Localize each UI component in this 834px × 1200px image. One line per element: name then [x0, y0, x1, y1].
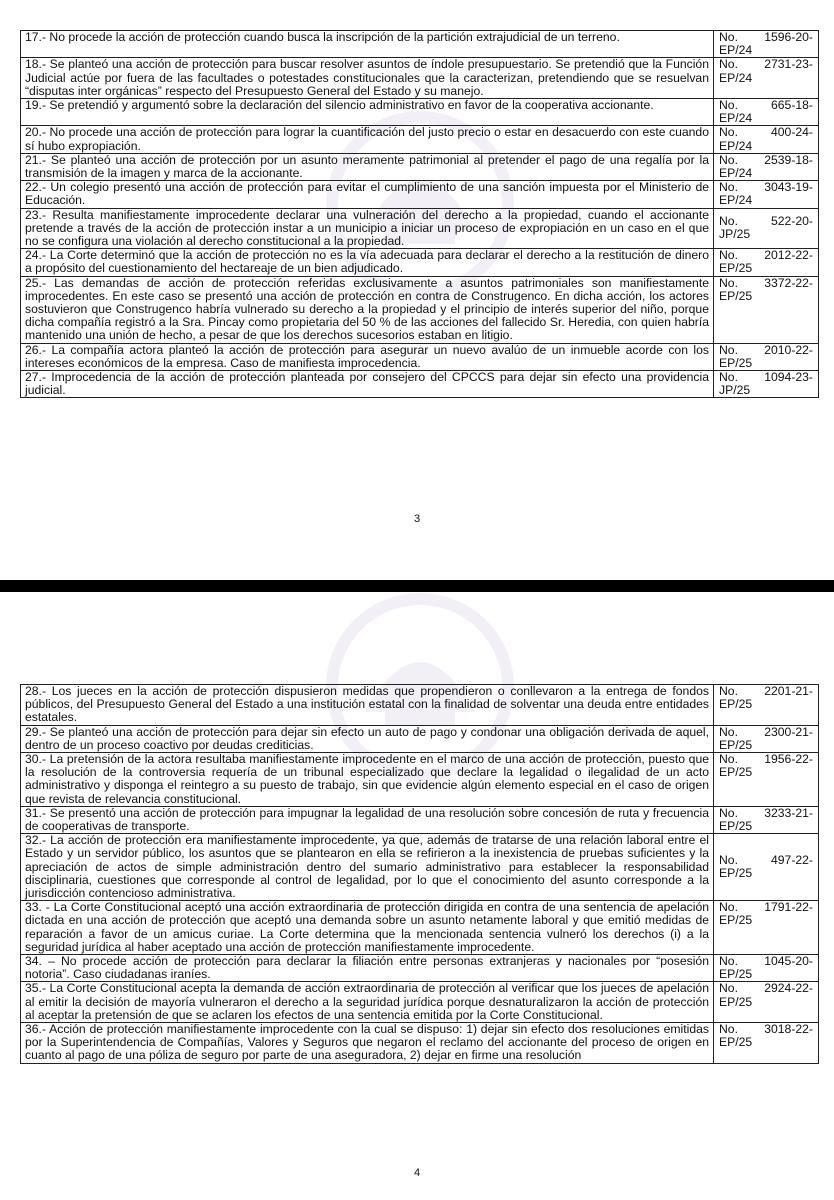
- reference-no-label: No.: [719, 214, 738, 229]
- ruling-reference: [714, 901, 819, 955]
- case-number: 2924-22-: [764, 981, 813, 996]
- document-page-4: [0, 592, 834, 1200]
- reference-no-label: No.: [719, 900, 738, 915]
- ruling-description: 21.- Se planteó una acción de protección por un asunto meramente patrimonial al pretender el pago de una regalía por la transmisión de la imagen y marca de la accionante.: [21, 153, 714, 180]
- ruling-reference: [714, 249, 819, 276]
- table-row: [21, 1023, 819, 1064]
- case-code: EP/25: [719, 967, 753, 982]
- table-row: [21, 208, 819, 249]
- case-number: 2010-22-: [764, 342, 813, 357]
- ruling-reference: [714, 126, 819, 153]
- reference-no-label: No.: [719, 152, 738, 167]
- case-number: 1045-20-: [764, 954, 813, 969]
- table-row: [21, 249, 819, 276]
- table-row: [21, 982, 819, 1023]
- case-code: EP/25: [719, 765, 753, 780]
- table-row: [21, 955, 819, 982]
- reference-line: [719, 277, 813, 290]
- page-divider: [0, 580, 834, 592]
- rulings-table-page-4: [20, 684, 819, 1064]
- table-row: [21, 126, 819, 153]
- case-code: JP/25: [719, 383, 751, 398]
- table-row: [21, 901, 819, 955]
- ruling-description: 25.- Las demandas de acción de protección referidas exclusivamente a asuntos patrimoniales son manifiestamente improcedentes. En este caso se presentó una acción de protección en contra de Construgenco. En dicha acción, los actores sostuvieron que Construgenco habría vulnerado su derecho a la propiedad y el principio de interés superior del niño, porque dicha compañía registró a la Sra. Pincay como propietaria del 50 % de las acciones del fallecido Sr. Heredia, con quien habría mantenido una unión de hecho, a pesar de que los derechos sucesorios estaban en litigio.: [21, 276, 714, 343]
- rulings-table-page-3: [20, 30, 819, 398]
- reference-line: [719, 58, 813, 71]
- reference-no-label: No.: [719, 30, 738, 44]
- table-row: [21, 343, 819, 370]
- table-row: [21, 753, 819, 807]
- ruling-description: 23.- Resulta manifiestamente improcedente declarar una vulneración del derecho a la propiedad, cuando el accionante pretende a través de la acción de protección instar a un municipio a iniciar un proceso de expropiación en un caso en el que no se configura una violación al derecho constitucional a la propiedad.: [21, 208, 714, 249]
- case-number: 2012-22-: [764, 248, 813, 263]
- reference-no-label: No.: [719, 1022, 738, 1037]
- case-number: 2731-23-: [764, 57, 813, 72]
- case-code: EP/25: [719, 261, 753, 276]
- case-code: EP/25: [719, 913, 753, 928]
- case-code: EP/24: [719, 166, 753, 181]
- table-row: [21, 806, 819, 833]
- ruling-reference: [714, 31, 819, 58]
- table-row: [21, 181, 819, 208]
- reference-no-label: No.: [719, 981, 738, 996]
- ruling-reference: [714, 725, 819, 752]
- ruling-description: 24.- La Corte determinó que la acción de protección no es la vía adecuada para declarar el derecho a la restitución de dinero a propósito del cuestionamiento del hectareaje de un bien adjudicado.: [21, 249, 714, 276]
- ruling-description: 34. – No procede acción de protección para declarar la filiación entre personas extranjeras y nacionales por “posesión notoria”. Caso ciudadanas iraníes.: [21, 955, 714, 982]
- ruling-description: 22.- Un colegio presentó una acción de protección para evitar el cumplimiento de una sanción impuesta por el Ministerio de Educación.: [21, 181, 714, 208]
- ruling-description: 32.- La acción de protección era manifiestamente improcedente, ya que, además de tratarse de una relación laboral entre el Estado y un servidor público, los asuntos que se plantearon en ella se refirieron a la inexistencia de pruebas suficientes y la apreciación de actos de simple administración dentro del sumario administrativo para establecer la responsabilidad disciplinaria, cuestiones que corresponde al control de legalidad, por lo que el conocimiento del asunto corresponde a la jurisdicción contencioso administrativa.: [21, 834, 714, 901]
- ruling-description: 18.- Se planteó una acción de protección para buscar resolver asuntos de índole presupuestario. Se pretendió que la Función Judicial actúe por fuera de las facultades o potestades constitucionales que la caracterizan, pretendiendo que se resuelvan “disputas inter orgánicas” respecto del Presupuesto General del Estado y su manejo.: [21, 58, 714, 99]
- case-number: 497-22-: [770, 853, 813, 868]
- reference-no-label: No.: [719, 57, 738, 72]
- ruling-reference: [714, 181, 819, 208]
- document-page-3: [0, 0, 834, 580]
- case-code: EP/25: [719, 737, 753, 752]
- ruling-description: 30.- La pretensión de la actora resultaba manifiestamente improcedente en el marco de una acción de protección, puesto que la resolución de la controversia requería de un tribunal especializado que declare la legalidad o ilegalidad de un acto administrativo y disponga el reintegro a su puesto de trabajo, sin que evidencie algún elemento especial en el caso de origen que revista de relevancia constitucional.: [21, 753, 714, 807]
- table-row: [21, 725, 819, 752]
- reference-no-label: No.: [719, 805, 738, 820]
- case-number: 3018-22-: [764, 1022, 813, 1037]
- case-number: 522-20-: [770, 214, 813, 229]
- case-code: JP/25: [719, 227, 751, 242]
- case-code: EP/25: [719, 355, 753, 370]
- table-row: [21, 58, 819, 99]
- reference-line: [719, 982, 813, 995]
- case-number: 1094-23-: [764, 370, 813, 385]
- ruling-reference: [714, 343, 819, 370]
- reference-no-label: No.: [719, 954, 738, 969]
- case-code: EP/25: [719, 1035, 753, 1050]
- ruling-reference: [714, 982, 819, 1023]
- table-row: [21, 371, 819, 398]
- ruling-description: 35.- La Corte Constitucional acepta la demanda de acción extraordinaria de protección al verificar que los jueces de apelación al emitir la decisión de mayoría vulneraron el derecho a la seguridad jurídica porque desnaturalizaron la acción de protección al aceptar la pretensión de que se aclaren los efectos de una sentencia emitida por la Corte Constitucional.: [21, 982, 714, 1023]
- reference-no-label: No.: [719, 752, 738, 767]
- case-number: 1791-22-: [764, 900, 813, 915]
- case-code: EP/25: [719, 697, 753, 712]
- ruling-description: 19.- Se pretendió y argumentó sobre la declaración del silencio administrativo en favor de la cooperativa accionante.: [21, 99, 714, 126]
- case-number: 665-18-: [770, 98, 813, 113]
- reference-no-label: No.: [719, 248, 738, 263]
- ruling-description: 26.- La compañía actora planteó la acción de protección para asegurar un nuevo avalúo de un inmueble acorde con los intereses económicos de la empresa. Caso de manifiesta improcedencia.: [21, 343, 714, 370]
- reference-no-label: No.: [719, 98, 738, 113]
- page-number: 3: [413, 513, 421, 525]
- ruling-reference: [714, 834, 819, 901]
- reference-no-label: No.: [719, 125, 738, 140]
- case-number: 1596-20-: [764, 30, 813, 44]
- ruling-reference: [714, 806, 819, 833]
- reference-line: [719, 344, 813, 357]
- reference-no-label: No.: [719, 342, 738, 357]
- ruling-reference: [714, 99, 819, 126]
- case-code: EP/25: [719, 288, 753, 303]
- ruling-description: 31.- Se presentó una acción de protección para impugnar la legalidad de una resolución sobre concesión de ruta y frecuencia de cooperativas de transporte.: [21, 806, 714, 833]
- case-code: EP/25: [719, 866, 753, 881]
- reference-no-label: No.: [719, 370, 738, 385]
- table-row: [21, 31, 819, 58]
- ruling-description: 29.- Se planteó una acción de protección para dejar sin efecto un auto de pago y condonar una obligación derivada de aquel, dentro de un proceso coactivo por deudas crediticias.: [21, 725, 714, 752]
- table-row: [21, 834, 819, 901]
- case-number: 3043-19-: [764, 180, 813, 195]
- ruling-description: 28.- Los jueces en la acción de protección dispusieron medidas que propendieron o conllevaron a la entrega de fondos públicos, del Presupuesto General del Estado a una institución estatal con la finalidad de solventar una deuda entre entidades estatales.: [21, 685, 714, 726]
- ruling-description: 20.- No procede una acción de protección para lograr la cuantificación del justo precio o estar en desacuerdo con este cuando sí hubo expropiación.: [21, 126, 714, 153]
- reference-no-label: No.: [719, 275, 738, 290]
- ruling-reference: [714, 208, 819, 249]
- ruling-reference: [714, 1023, 819, 1064]
- reference-line: [719, 126, 813, 139]
- page-number: 4: [413, 1167, 421, 1179]
- case-number: 3372-22-: [764, 275, 813, 290]
- ruling-reference: [714, 153, 819, 180]
- case-number: 2539-18-: [764, 152, 813, 167]
- case-code: EP/24: [719, 193, 753, 208]
- case-number: 2201-21-: [764, 684, 813, 698]
- reference-no-label: No.: [719, 180, 738, 195]
- table-row: [21, 685, 819, 726]
- case-code: EP/24: [719, 70, 753, 85]
- case-number: 2300-21-: [764, 724, 813, 739]
- case-code: EP/24: [719, 43, 753, 58]
- ruling-reference: [714, 58, 819, 99]
- case-code: EP/25: [719, 994, 753, 1009]
- table-row: [21, 153, 819, 180]
- ruling-description: 27.- Improcedencia de la acción de protección planteada por consejero del CPCCS para dejar sin efecto una providencia judicial.: [21, 371, 714, 398]
- reference-no-label: No.: [719, 684, 738, 698]
- table-row: [21, 99, 819, 126]
- case-number: 3233-21-: [764, 805, 813, 820]
- ruling-reference: [714, 685, 819, 726]
- case-code: EP/24: [719, 138, 753, 153]
- ruling-reference: [714, 753, 819, 807]
- ruling-description: 33. - La Corte Constitucional aceptó una acción extraordinaria de protección dirigida en contra de una sentencia de apelación dictada en una acción de protección que aceptó una demanda sobre un asunto netamente laboral y que emitió medidas de reparación a favor de un amicus curiae. La Corte determina que la mencionada sentencia vulneró los derechos (i) a la seguridad jurídica al haber aceptado una acción de protección manifiestamente improcedente.: [21, 901, 714, 955]
- reference-line: [719, 726, 813, 739]
- reference-no-label: No.: [719, 853, 738, 868]
- ruling-reference: [714, 276, 819, 343]
- ruling-reference: [714, 955, 819, 982]
- reference-no-label: No.: [719, 724, 738, 739]
- case-code: EP/25: [719, 819, 753, 834]
- case-code: EP/24: [719, 111, 753, 126]
- ruling-description: 36.- Acción de protección manifiestamente improcedente con la cual se dispuso: 1) dejar sin efecto dos resoluciones emitidas por la Superintendencia de Compañías, Valores y Seguros que negaron el reclamo del accionante del proceso de origen en cuanto al pago de una póliza de seguro por parte de una aseguradora, 2) dejar en firme una resolución: [21, 1023, 714, 1064]
- case-number: 400-24-: [770, 125, 813, 140]
- table-row: [21, 276, 819, 343]
- case-number: 1956-22-: [764, 752, 813, 767]
- ruling-description: 17.- No procede la acción de protección cuando busca la inscripción de la partición extrajudicial de un terreno.: [21, 31, 714, 58]
- ruling-reference: [714, 371, 819, 398]
